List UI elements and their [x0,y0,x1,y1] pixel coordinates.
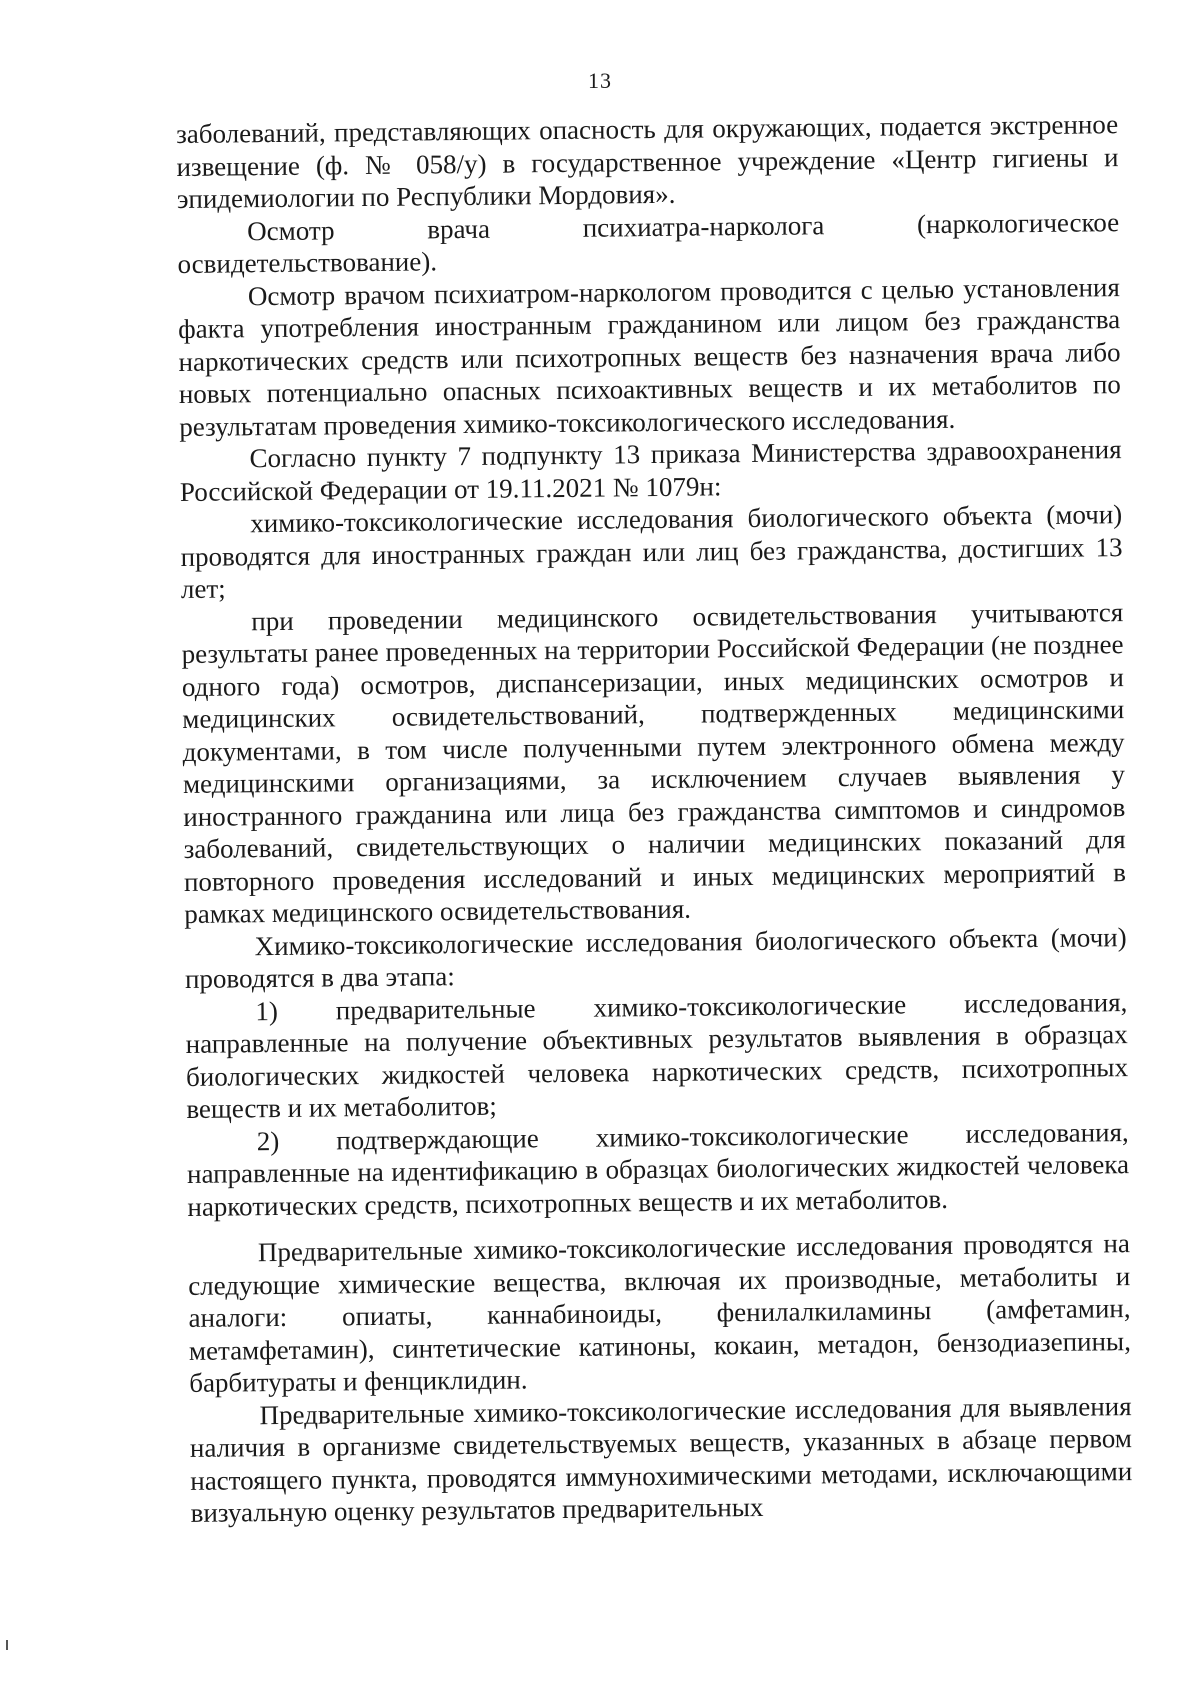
paragraph-order-reference: Согласно пункту 7 подпункту 13 приказа Министерства здравоохранения Российской Федерации от 19.11.2021 № 1079н: [179,434,1122,507]
document-body [176,108,1133,1529]
page-number: 13 [588,68,612,93]
list-item-stage-2: 2) подтверждающие химико-токсикологические исследования, направленные на идентификацию в образцах биологических жидкостей человека наркотических средств, психотропных веществ и их метаболитов. [186,1116,1130,1222]
paragraph-previous-results: при проведении медицинского освидетельствования учитываются результаты ранее проведенных на территории Российской Федерации (не позднее одного года) осмотров, диспансеризации, иных медицинских осмотров и медицинских освидетельствований, подтвержденных медицинскими документами, в том числе полученными путем электронного обмена между медицинскими организациями, за исключением случаев выявления у иностранного гражданина или лица без гражданства симптомов и синдромов заболеваний, свидетельствующих о наличии медицинских показаний для повторного проведения исследований и иных медицинских мероприятий в рамках медицинского освидетельствования. [181,596,1127,929]
paragraph-tests-age: химико-токсикологические исследования биологического объекта (мочи) проводятся для иностранных граждан или лиц без гражданства, достигших 13 лет; [180,499,1123,604]
paragraph-substances-list: Предварительные химико-токсикологические исследования проводятся на следующие химические вещества, включая их производные, метаболиты и аналоги: опиаты, каннабиноиды, фенилалкиламины (амфетамин, метамфетамин), синтетические катиноны, кокаин, метадон, бензодиазепины, барбитураты и фенциклидин. [188,1228,1132,1398]
paragraph-two-stages: Химико-токсикологические исследования биологического объекта (мочи) проводятся в два этапа: [184,921,1127,994]
paragraph-psychiatrist-exam-heading: Осмотр врача психиатра-нарколога (наркологическое освидетельствование). [177,206,1120,279]
paragraph-continuation: заболеваний, представляющих опасность для окружающих, подается экстренное извещение (ф. № 058/у) в государственное учреждение «Центр гигиены и эпидемиологии по Республики Мордовия». [176,109,1119,214]
list-item-stage-1: 1) предварительные химико-токсикологические исследования, направленные на получение объективных результатов выявления в образцах биологических жидкостей человека наркотических средств, психотропных веществ и их метаболитов; [185,986,1129,1124]
scan-edge-mark [6,1640,8,1650]
paragraph-psychiatrist-exam-purpose: Осмотр врачом психиатром-наркологом проводится с целью установления факта употребления иностранным гражданином или лицом без гражданства наркотических средств или психотропных веществ без назначения врача либо новых потенциально опасных психоактивных веществ и их метаболитов по результатам проведения химико-токсикологического исследования. [178,271,1121,442]
paragraph-immunochemical-methods: Предварительные химико-токсикологические исследования для выявления наличия в организме свидетельствуемых веществ, указанных в абзаце первом настоящего пункта, проводятся иммунохимическими методами, исключающими визуальную оценку результатов предварительных [189,1390,1133,1528]
